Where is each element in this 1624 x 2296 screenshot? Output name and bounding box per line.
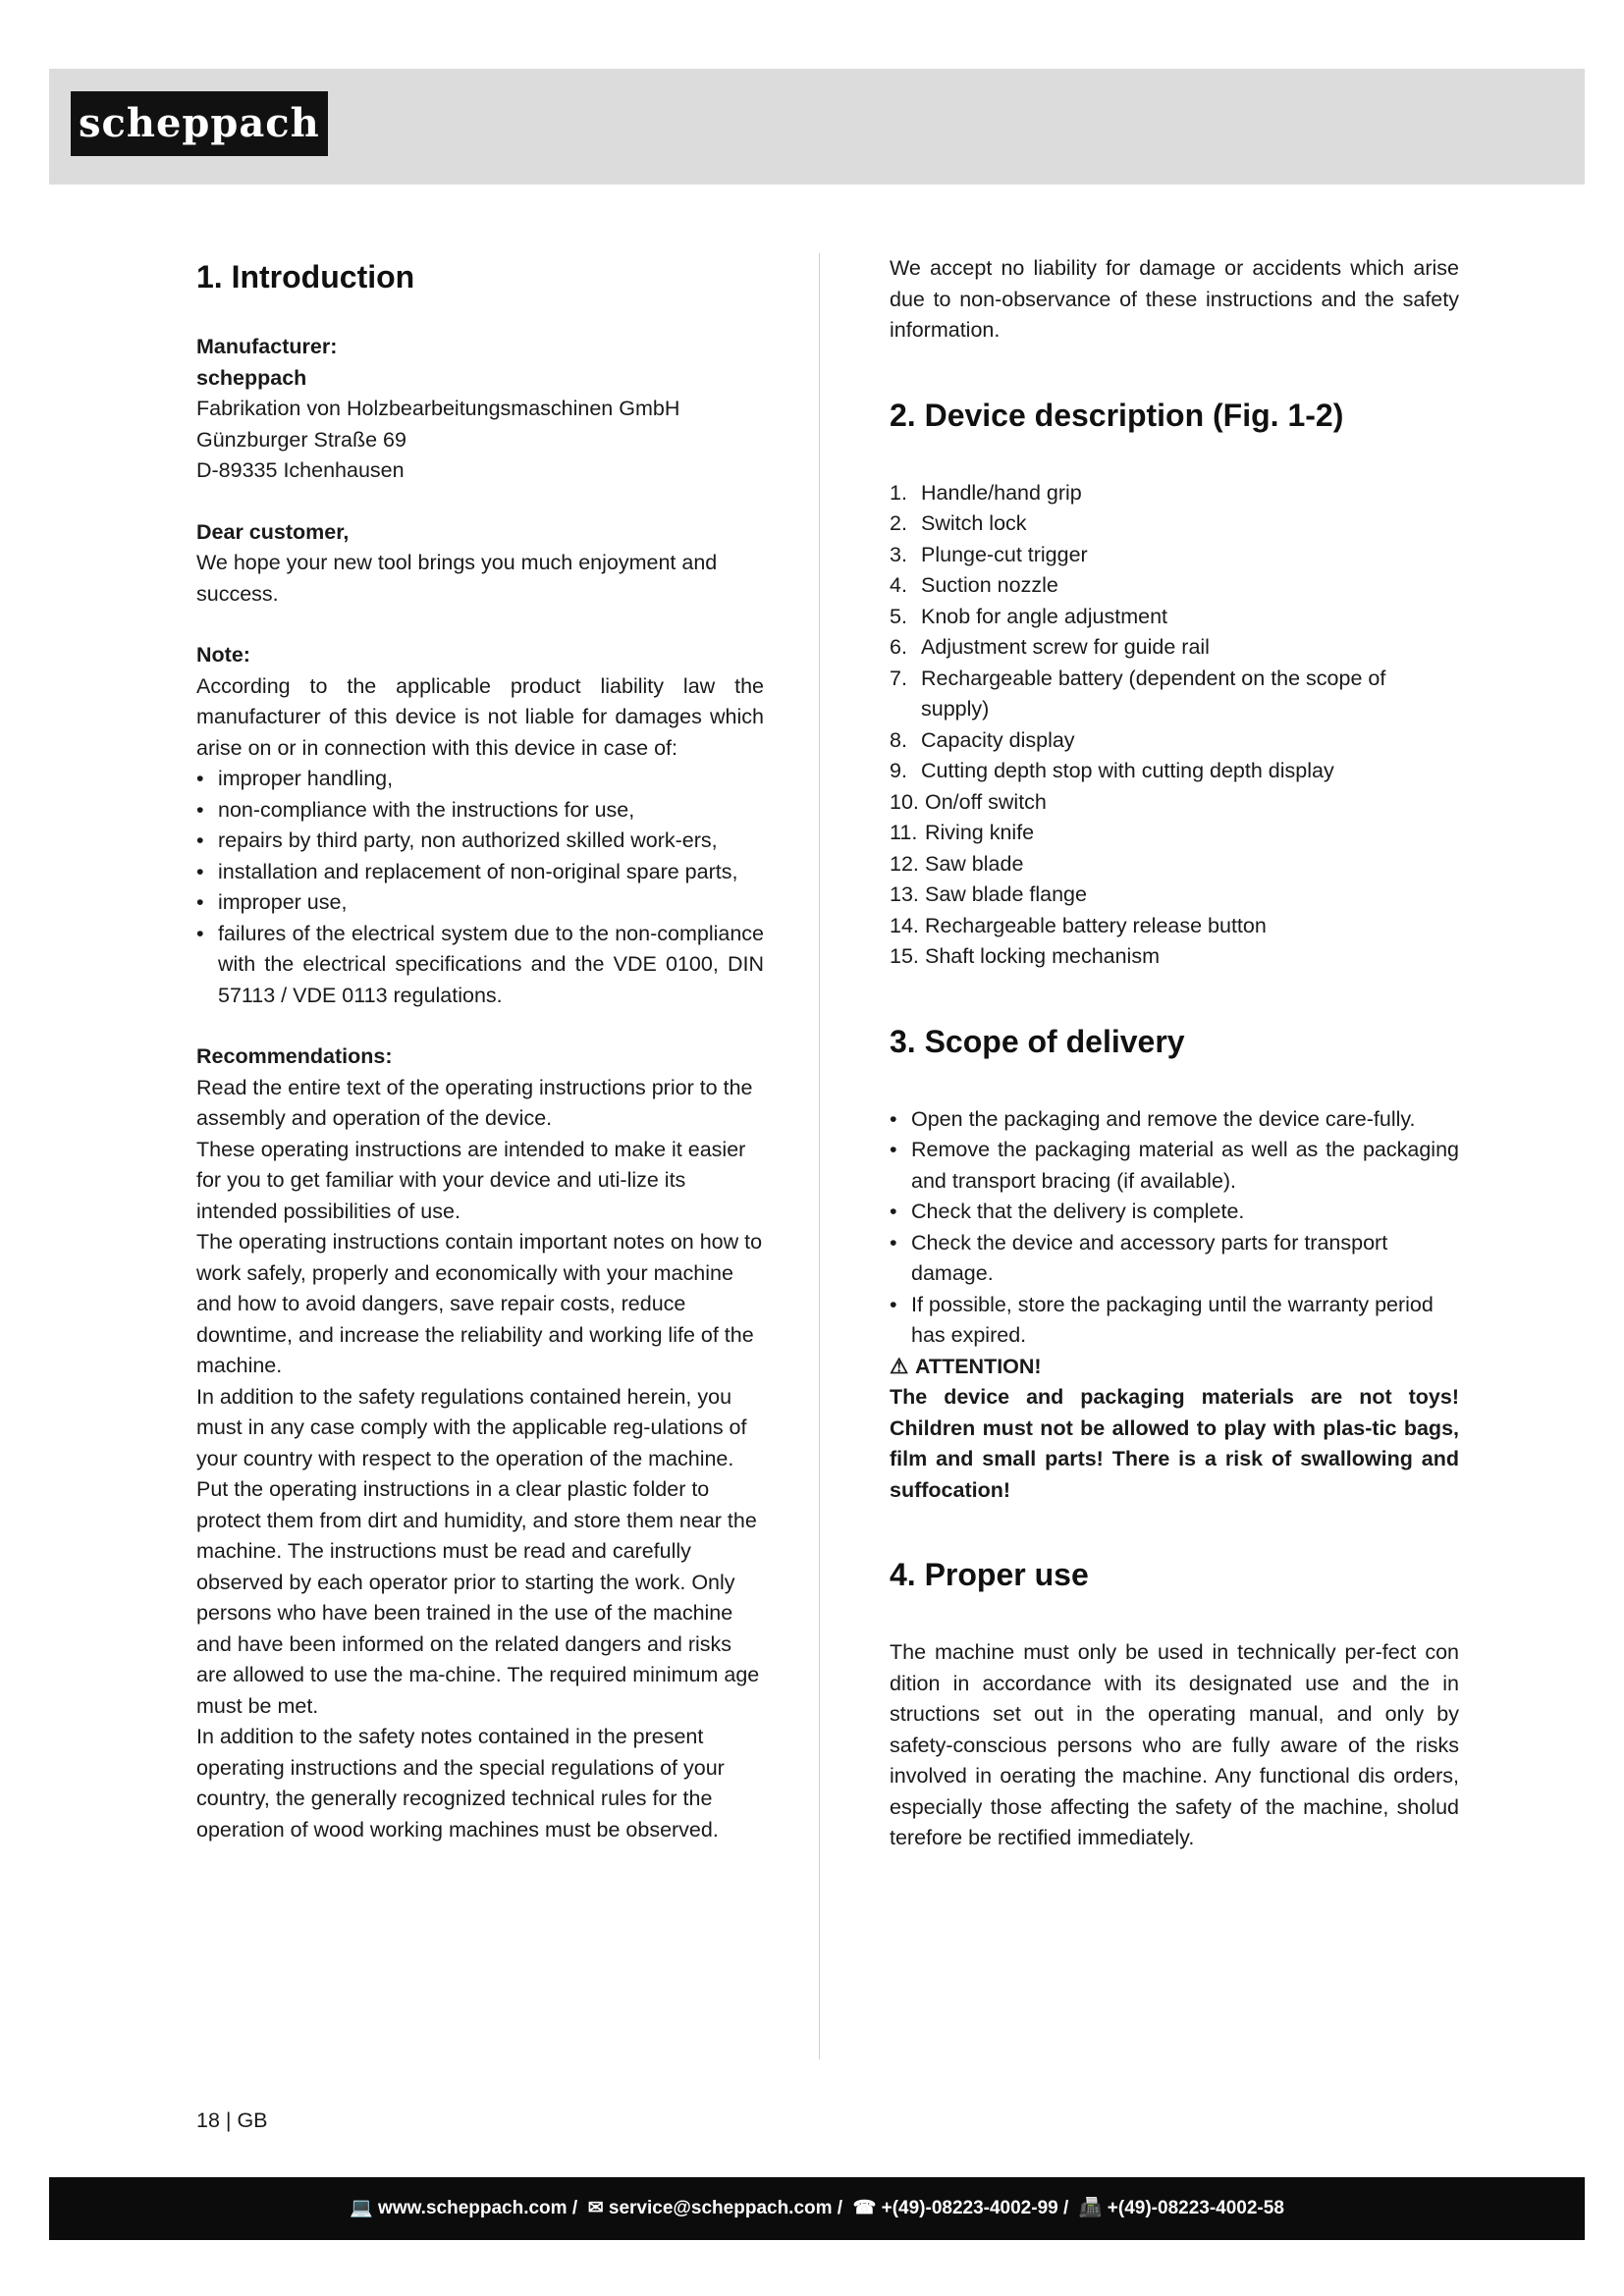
recommendations-paragraph: In addition to the safety notes contained in the present operating instructions and the special regulations of your country, the generally recognized technical rules for the operation of wood working machines must be observed. [196, 1725, 725, 1842]
list-item: • improper use, [196, 887, 764, 919]
list-item: 9. Cutting depth stop with cutting depth display [890, 759, 1334, 782]
section-heading-introduction: 1. Introduction [196, 259, 415, 294]
list-item: 11. Riving knife [890, 821, 1035, 844]
recommendations-paragraph: Put the operating instructions in a clear plastic folder to protect them from dirt and humidity, and store them near the machine. The instructions must be read and carefully observed by each operator prior to starting the work. Only persons who have been trained in the use of the machine and have been informed on the related dangers and risks are allowed to use the ma-chine. The required minimum age must be met. [196, 1477, 760, 1718]
attention-text: The device and packaging materials are not toys! Children must not be allowed to play with plas-tic bags, film and small parts! There is a risk of swallowing and suffocation! [890, 1385, 1459, 1502]
fax-icon: 📠 [1078, 2198, 1103, 2218]
column-divider [819, 253, 820, 2059]
page-number: 18 | GB [196, 2109, 268, 2132]
monitor-icon: 💻 [350, 2198, 373, 2218]
list-item: • failures of the electrical system due to the non-compliance with the electrical specifications and the VDE 0100, DIN 57113 / VDE 0113 regulations. [196, 919, 764, 1012]
attention-heading: ⚠ ATTENTION! [890, 1352, 1459, 1383]
recommendations-paragraph: The operating instructions contain important notes on how to work safely, properly and economically with your machine and how to avoid dangers, save repair costs, reduce downtime, and increase the reliability and working life of the machine. [196, 1230, 763, 1377]
right-column [890, 253, 1459, 1854]
note-list [196, 764, 764, 1011]
device-parts-list [890, 478, 1459, 973]
recommendations-paragraph: These operating instructions are intended to make it easier for you to get familiar with your device and uti-lize its intended possibilities of use. [196, 1137, 746, 1223]
recommendations-paragraph: Read the entire text of the operating instructions prior to the assembly and operation of the device. [196, 1075, 753, 1130]
dear-customer-text: We hope your new tool brings you much enjoyment and success. [196, 551, 718, 606]
list-item: 6. Adjustment screw for guide rail [890, 635, 1210, 659]
section-heading-device-description: 2. Device description (Fig. 1-2) [890, 397, 1344, 433]
fax-number: +(49)-08223-4002-58 [1107, 2198, 1284, 2218]
list-item: 2. Switch lock [890, 511, 1027, 535]
list-item: • Check that the delivery is complete. [890, 1197, 1459, 1228]
list-item: 3. Plunge-cut trigger [890, 542, 1088, 566]
list-item: 10. On/off switch [890, 789, 1047, 814]
list-item: • Remove the packaging material as well as the packaging and transport bracing (if available). [890, 1135, 1459, 1197]
list-item: 1. Handle/hand grip [890, 480, 1082, 505]
list-item: • improper handling, [196, 764, 764, 795]
list-item: • non-compliance with the instructions for use, [196, 795, 764, 827]
left-column [196, 253, 764, 1845]
list-item: 7. Rechargeable battery (dependent on the scope of supply) [890, 666, 1386, 721]
footer-contact-bar: 💻 www.scheppach.com / ✉ service@scheppach.com / ☎ +(49)-08223-4002-99 / 📠 +(49)-08223-4002-58 [49, 2177, 1585, 2240]
phone-icon: ☎ [852, 2198, 877, 2218]
brand-logo: scheppach [71, 91, 328, 156]
list-item: • Check the device and accessory parts for transport damage. [890, 1228, 1459, 1290]
email-link[interactable]: service@scheppach.com [608, 2198, 833, 2218]
website-link[interactable]: www.scheppach.com [378, 2198, 568, 2218]
scope-list [890, 1104, 1459, 1352]
list-item: 13. Saw blade flange [890, 882, 1087, 906]
list-item: • Open the packaging and remove the device care-fully. [890, 1104, 1459, 1136]
list-item: 12. Saw blade [890, 851, 1024, 876]
list-item: • repairs by third party, non authorized skilled work-ers, [196, 826, 764, 857]
manufacturer-line: Fabrikation von Holzbearbeitungsmaschinen GmbH [196, 397, 680, 420]
manufacturer-label: Manufacturer: [196, 335, 338, 358]
list-item: 14. Rechargeable battery release button [890, 913, 1267, 937]
manufacturer-line: D-89335 Ichenhausen [196, 458, 405, 482]
manufacturer-name: scheppach [196, 365, 307, 390]
list-item: 8. Capacity display [890, 727, 1075, 752]
note-label: Note: [196, 643, 250, 667]
list-item: 4. Suction nozzle [890, 573, 1058, 597]
section-heading-scope-of-delivery: 3. Scope of delivery [890, 1023, 1185, 1059]
section-heading-proper-use: 4. Proper use [890, 1557, 1089, 1592]
note-text: According to the applicable product liability law the manufacturer of this device is not liable for damages which arise on or in connection with this device in case of: [196, 673, 764, 760]
recommendations-paragraph: In addition to the safety regulations contained herein, you must in any case comply with the applicable reg-ulations of your country with respect to the operation of the machine. [196, 1384, 747, 1470]
phone-number: +(49)-08223-4002-99 [881, 2198, 1058, 2218]
manufacturer-line: Günzburger Straße 69 [196, 427, 406, 452]
list-item: 5. Knob for angle adjustment [890, 604, 1167, 628]
recommendations-label: Recommendations: [196, 1044, 393, 1068]
mail-icon: ✉ [587, 2198, 604, 2218]
list-item: 15. Shaft locking mechanism [890, 944, 1160, 968]
list-item: • installation and replacement of non-original spare parts, [196, 857, 764, 888]
dear-customer-label: Dear customer, [196, 519, 350, 544]
proper-use-text: The machine must only be used in technically per-fect con dition in accordance with its designated use and the in structions set out in the operating manual, and only by safety-conscious persons who are fully aware of the risks involved in oerating the machine. Any functional dis orders, especially those affecting the safety of the machine, sholud terefore be rectified immediately. [890, 1640, 1459, 1849]
liability-text: We accept no liability for damage or accidents which arise due to non-observance of these instructions and the safety information. [890, 256, 1459, 342]
warning-icon: ⚠ [890, 1354, 909, 1378]
list-item: • If possible, store the packaging until the warranty period has expired. [890, 1290, 1459, 1352]
